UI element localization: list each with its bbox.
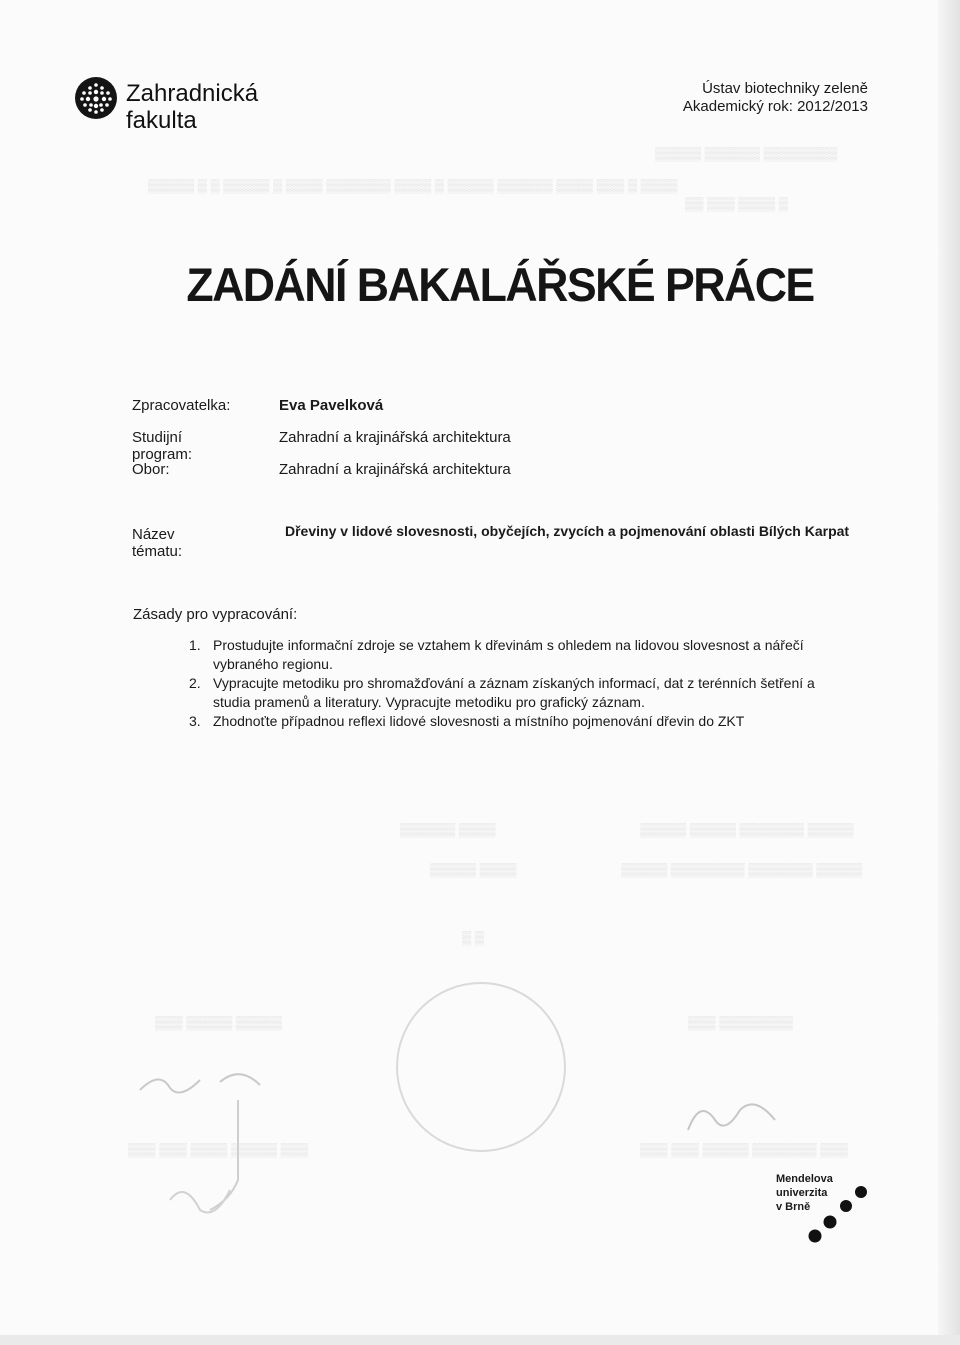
- signature-left: [130, 1060, 290, 1230]
- item-text: Vypracujte metodiku pro shromažďování a záznam získaných informací, dat z terénních šetření a studia pramenů a literatury. Vypracujte metodiku pro grafický záznam.: [213, 675, 815, 710]
- show-through-text: ▒▒▒▒▒▒ ▒▒▒▒ ▒▒▒▒▒ ▒▒▒▒▒ ▒▒▒▒▒▒▒ ▒▒▒▒▒: [400, 822, 854, 837]
- program-label: Studijní program:: [132, 429, 193, 463]
- list-item: [189, 712, 833, 731]
- university-name-line3: v Brně: [776, 1201, 811, 1213]
- author-value: Eva Pavelková: [279, 397, 384, 414]
- university-name-line2: univerzita: [776, 1187, 828, 1199]
- author-label: Zpracovatelka:: [132, 397, 231, 414]
- faculty-logo: [74, 76, 259, 134]
- list-item: [189, 636, 833, 674]
- show-through-text: ▒▒▒ ▒▒▒▒▒ ▒▒▒▒▒: [155, 1015, 282, 1030]
- dots-icon: [800, 1180, 872, 1244]
- show-through-text: ▒▒▒ ▒▒▒ ▒▒▒▒▒ ▒▒▒▒▒▒▒ ▒▒▒: [640, 1142, 848, 1157]
- university-name-line1: Mendelova: [776, 1173, 833, 1185]
- page-edge-shadow: [938, 0, 960, 1345]
- document-title: ZADÁNÍ BAKALÁŘSKÉ PRÁCE: [186, 258, 814, 311]
- globe-dots-icon: [74, 76, 118, 120]
- item-number: 2.: [189, 675, 201, 691]
- show-through-text: ▒▒▒▒▒ ▒ ▒ ▒▒▒▒▒ ▒ ▒▒▒▒ ▒▒▒▒▒▒▒ ▒▒▒▒ ▒ ▒▒▒▒▒ ▒▒▒▒▒▒ ▒▒▒▒ ▒▒▒ ▒ ▒▒▒▒: [148, 178, 678, 193]
- show-through-text: ▒▒▒ ▒▒▒ ▒▒▒▒ ▒▒▒▒▒ ▒▒▒: [128, 1142, 309, 1157]
- show-through-text: ▒▒▒▒▒ ▒▒▒▒ ▒▒▒▒▒ ▒▒▒▒▒▒▒▒ ▒▒▒▒▒▒▒ ▒▒▒▒▒: [430, 862, 863, 877]
- academic-year: Akademický rok: 2012/2013: [682, 98, 868, 115]
- show-through-text: ▒ ▒: [462, 930, 485, 945]
- item-number: 1.: [189, 637, 201, 653]
- item-number: 3.: [189, 713, 201, 729]
- principles-heading: Zásady pro vypracování:: [133, 606, 298, 623]
- show-through-text: ▒▒▒ ▒▒▒▒▒▒▒▒: [688, 1015, 793, 1030]
- institute-name: Ústav biotechniky zeleně: [702, 80, 868, 97]
- topic-value: Dřeviny v lidové slovesnosti, obyčejích, zvycích a pojmenování oblasti Bílých Karpat: [285, 523, 850, 539]
- faded-stamp: [396, 982, 566, 1152]
- signature-right: [680, 1090, 790, 1150]
- list-item: [189, 674, 833, 712]
- program-value: Zahradní a krajinářská architektura: [279, 429, 511, 446]
- page-edge-bottom: [0, 1335, 960, 1345]
- item-text: Zhodnoťte případnou reflexi lidové slovesnosti a místního pojmenování dřevin do ZKT: [213, 713, 745, 729]
- topic-label: Název tématu:: [132, 526, 183, 560]
- item-text: Prostudujte informační zdroje se vztahem k dřevinám s ohledem na lidovou slovesnost a nářečí vybraného regionu.: [213, 637, 804, 672]
- principles-list: [189, 636, 833, 731]
- field-label: Obor:: [132, 461, 170, 478]
- show-through-text: ▒▒▒▒▒ ▒▒▒▒▒▒ ▒▒▒▒▒▒▒▒: [655, 146, 838, 161]
- faculty-name: [126, 80, 326, 134]
- show-through-text: ▒▒ ▒▒▒ ▒▒▒▒ ▒: [685, 196, 788, 211]
- institute-header: [683, 80, 868, 116]
- faculty-name-line1: Zahradnická: [126, 80, 259, 107]
- field-value: Zahradní a krajinářská architektura: [279, 461, 511, 478]
- faculty-name-line2: fakulta: [126, 107, 197, 134]
